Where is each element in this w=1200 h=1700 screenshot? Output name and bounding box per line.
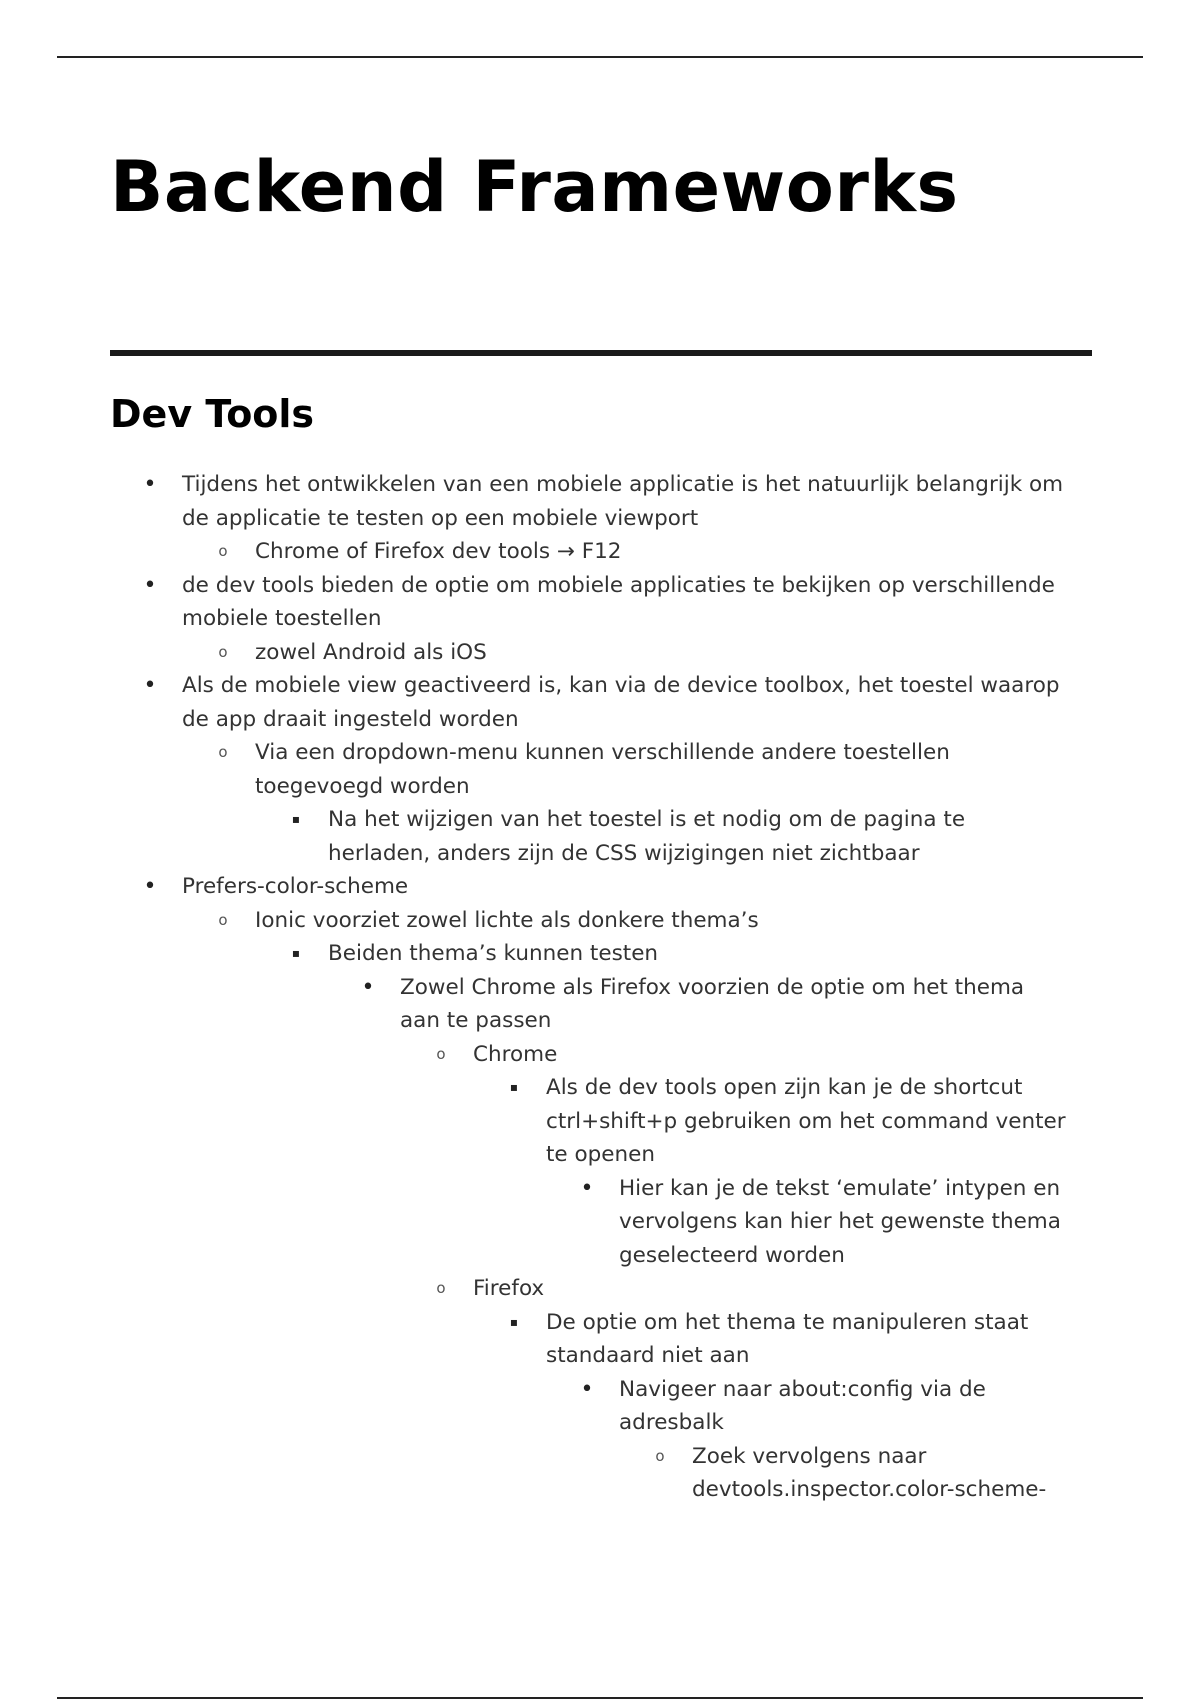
bullet-square-icon: ▪ — [291, 812, 301, 826]
list-item — [0, 1373, 1200, 1440]
bullet-disc-icon: • — [580, 1376, 594, 1402]
bullet-disc-icon: • — [580, 1175, 594, 1201]
list-item — [0, 870, 1200, 904]
bullet-disc-icon: • — [143, 572, 157, 598]
bullet-circle-icon: o — [218, 910, 228, 929]
list-item-text: Firefox — [473, 1276, 545, 1301]
bullet-circle-icon: o — [436, 1044, 446, 1063]
page-top-rule — [57, 56, 1143, 58]
bullet-circle-icon: o — [436, 1279, 446, 1297]
bullet-circle-icon: o — [218, 743, 228, 761]
list-item-text: Chrome of Firefox dev tools → F12 — [255, 539, 622, 564]
bullet-disc-icon: • — [361, 974, 375, 1000]
list-item — [0, 971, 1200, 1038]
document-title: Backend Frameworks — [110, 146, 959, 228]
list-item-text: De optie om het thema te manipuleren staat standaard niet aan — [546, 1309, 1029, 1368]
bullet-square-icon: ▪ — [291, 946, 301, 960]
list-item — [0, 468, 1200, 535]
list-item-text: Na het wijzigen van het toestel is et nodig om de pagina te herladen, anders zijn de CSS wijzigingen niet zichtbaar — [328, 807, 966, 866]
bullet-disc-icon: • — [143, 874, 157, 899]
list-item — [0, 1172, 1200, 1273]
list-item-text: Als de mobiele view geactiveerd is, kan via de device toolbox, het toestel waarop de app draait ingesteld worden — [182, 673, 1060, 732]
list-item — [0, 937, 1200, 971]
title-divider — [110, 350, 1092, 356]
list-item-text: Prefers-color-scheme — [182, 874, 409, 899]
list-item-text: Als de dev tools open zijn kan je de shortcut ctrl+shift+p gebruiken om het command venter te openen — [546, 1075, 1066, 1167]
list-item-text: Hier kan je de tekst ‘emulate’ intypen en vervolgens kan hier het gewenste thema geselecteerd worden — [619, 1175, 1061, 1268]
list-item — [0, 1306, 1200, 1373]
list-item — [0, 535, 1200, 569]
list-item — [0, 803, 1200, 870]
bullet-square-icon: ▪ — [509, 1314, 519, 1329]
bullet-disc-icon: • — [143, 673, 157, 698]
bullet-circle-icon: o — [218, 542, 228, 560]
dev-tools-notes-list — [0, 468, 1200, 1507]
list-item — [0, 904, 1200, 938]
bullet-circle-icon: o — [218, 642, 228, 661]
list-item-text: de dev tools bieden de optie om mobiele applicaties te bekijken op verschillende mobiele toestellen — [182, 572, 1055, 631]
bullet-square-icon: ▪ — [509, 1080, 519, 1094]
list-item — [0, 1440, 1200, 1507]
list-item — [0, 669, 1200, 736]
list-item-text: zowel Android als iOS — [255, 639, 487, 665]
list-item — [0, 736, 1200, 803]
list-item-text: Beiden thema’s kunnen testen — [328, 941, 659, 966]
list-item — [0, 1272, 1200, 1306]
page-bottom-rule — [57, 1697, 1143, 1699]
list-item — [0, 636, 1200, 670]
list-item-text: Ionic voorziet zowel lichte als donkere thema’s — [255, 907, 759, 933]
list-item-text: Navigeer naar about:config via de adresbalk — [619, 1376, 986, 1435]
list-item-text: Zowel Chrome als Firefox voorzien de optie om het thema aan te passen — [400, 974, 1025, 1033]
list-item-text: Chrome — [473, 1041, 558, 1067]
list-item-text: Zoek vervolgens naar devtools.inspector.color-scheme- — [692, 1443, 1047, 1502]
bullet-disc-icon: • — [143, 472, 157, 497]
section-heading-dev-tools: Dev Tools — [110, 392, 315, 436]
list-item — [0, 1071, 1200, 1172]
list-item-text: Tijdens het ontwikkelen van een mobiele applicatie is het natuurlijk belangrijk om de applicatie te testen op een mobiele viewport — [182, 472, 1064, 531]
list-item — [0, 1038, 1200, 1072]
bullet-circle-icon: o — [655, 1446, 665, 1465]
list-item-text: Via een dropdown-menu kunnen verschillende andere toestellen toegevoegd worden — [255, 740, 950, 799]
list-item — [0, 569, 1200, 636]
